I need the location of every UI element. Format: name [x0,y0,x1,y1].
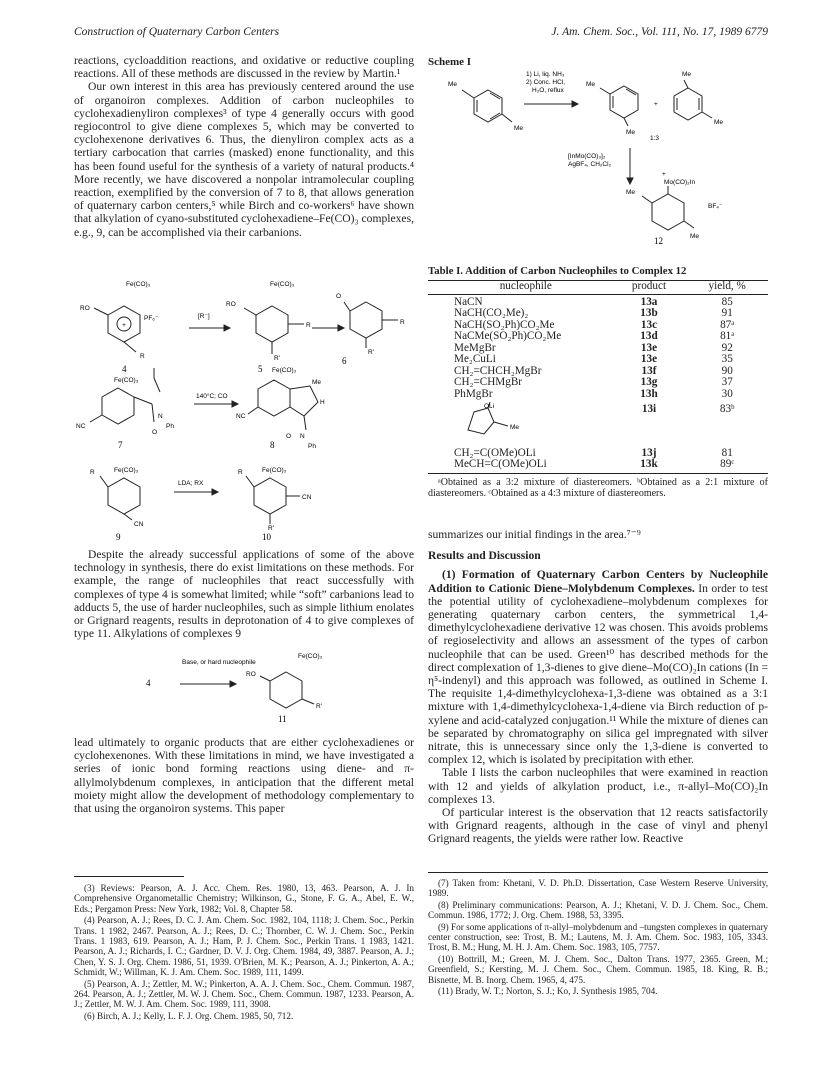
footnote: (6) Birch, A. J.; Kelly, L. F. J. Org. Chem. 1985, 50, 712. [84,1010,294,1021]
footnote: (10) Bottrill, M.; Green, M. J. Chem. Soc., Dalton Trans. 1977, 2365. Green, M.; Greenfield, S.; Kersting, M. J. Chem. Soc., Chem. Commun. 1985, 18. King, R. B.; Bisnette, M. B. Inorg. Chem. 1965, 4, 475. [428,953,768,985]
nucleophile-cell: CH₂=CHMgBr [454,376,523,388]
fe-label: Fe(CO)₃ [270,281,295,288]
me-label: Me [448,81,458,88]
r-prime-label: R' [316,703,322,710]
ph-label: Ph [308,443,316,450]
nucleophile-label: [R⁻] [198,313,210,320]
footnote: (5) Pearson, A. J.; Zettler, M. W.; Pinkerton, A. A. J. Chem. Soc., Chem. Commun. 1987, 264. Pearson, A. J.; Zettler, M. W. J. Chem. Soc., Chem. Commun. 1987, 1233. Pearson, A. J.; Zettler, M. W. J. Am. Chem. Soc. 1989, 111, 3908. [74,978,414,1010]
yield-cell: 81ᵃ [720,330,735,342]
me-label: Me [626,189,636,196]
table-footnotes: ᵃObtained as a 3:2 mixture of diastereomers. ᵇObtained as a 2:1 mixture of diastereomers. ᶜObtained as a 4:3 mixture of diastereomers. [428,476,768,499]
product-cell: 13k [640,458,658,470]
compound-number: 9 [116,532,121,542]
yield-cell: 37 [721,376,733,388]
yield-cell: 92 [721,341,733,354]
r-prime-label: R' [368,349,374,356]
fe-label: Fe(CO)₃ [126,281,151,288]
product-cell: 13e [640,341,658,354]
o-label: O [286,433,292,440]
product-cell: 13j [641,446,657,459]
product-cell: 13h [640,387,658,400]
table-body [428,281,768,471]
svg-text:+: + [122,322,126,329]
r-label: R [306,322,311,329]
r-label: R [90,469,95,476]
ring-12 [652,194,684,230]
compound-number: 7 [118,440,123,450]
footnote: (7) Taken from: Khetani, V. D. Ph.D. Dissertation, Case Western Reserve University, 1989. [428,878,768,899]
left-column-middle [74,548,414,640]
paragraph: summarizes our initial findings in the area.⁷⁻⁹ [428,528,641,541]
footnote: (4) Pearson, A. J.; Rees, D. C. J. Am. Chem. Soc. 1982, 104, 1118; J. Chem. Soc., Perkin Trans. 1 1982, 2467. Pearson, A. J.; Rees, D. C.; Thornber, C. W. J. Chem. Soc., Perkin Trans. 1 1983, 619. Pearson, A. J.; Ham, P. J. Chem. Soc., Perkin Trans. 1 1983, 1421. Pearson, A. J.; Richards, I. C.; Gardner, D. V. J. Org. Chem. 1984, 49, 3887. Pearson, A. J.; Chen, Y. S. J. Org. Chem. 1986, 51, 1939. O'Brien, M. K.; Pearson, A. J.; Pinkerton, A. A.; Schmidt, W.; Willman, K. J. Am. Chem. Soc. 1989, 111, 1499. [74,915,414,978]
conditions-label: 140°C; CO [196,393,228,400]
me-label: Me [312,379,322,386]
nucleophile-cell: NaCH(SO₂Ph)CO₂Me [454,318,555,331]
footnote: (9) For some applications of π-allyl–molybdenum and –tungsten complexes in quaternary center construction, see: Trost, B. M.; Lautens, M. J. Am. Chem. Soc. 1983, 105, 3343. Trost, B. M.; Hung, M. H. J. Am. Chem. Soc. 1983, 105, 7757. [428,921,768,953]
footnote: (8) Preliminary communications: Pearson, A. J.; Khetani, V. D. J. Chem. Soc., Chem. Commun. 1986, 1772; J. Org. Chem. 1988, 53, 3395. [428,899,768,921]
footnote: (11) Brady, W. T.; Norton, S. J.; Ko, J. Synthesis 1985, 704. [438,986,658,997]
ring-7 [102,388,134,424]
header-cell: product [631,280,667,292]
table-row [428,400,768,448]
subsection-heading: (1) Formation of Quaternary Carbon Centers by Nucleophile Addition to Cationic Diene–Molybdenum Complexes. [428,568,768,595]
r-prime-label: R' [274,355,280,362]
yield-cell: 90 [721,364,733,377]
o-label: O [336,293,342,300]
ring-13-diene [610,86,638,118]
conditions-label: 1) Li, liq. NH₃ [526,71,565,78]
table-caption-text: Table I. Addition of Carbon Nucleophiles to Complex 12 [428,265,687,277]
product-cell: 13g [640,376,658,388]
r-label: R [400,319,405,326]
footnote: (3) Reviews: Pearson, A. J. Acc. Chem. Res. 1980, 13, 463. Pearson, A. J. In Comprehensive Organometallic Chemistry; Wilkinson, G., Stone, F. G. A., Abel, E. W., Eds.; Pergamon Press: New York, 1982; Vol. 8, Chapter 58. [74,883,414,914]
table-row [428,354,768,366]
yield-cell: 91 [721,307,733,319]
nucleophile-cell: NaCMe(SO₂Ph)CO₂Me [454,330,562,342]
table-caption [428,265,768,277]
conditions-label: H₂O, reflux [532,87,564,94]
footnote-rule [428,872,768,873]
compound-number: 4 [122,364,127,374]
compound-number: 10 [262,532,271,542]
header-cell: yield, % [708,280,746,292]
section-heading: Results and Discussion [428,549,541,563]
product-cell: 13i [641,403,657,415]
yield-cell: 35 [721,353,733,365]
cn-label: CN [302,494,312,501]
product-cell: 13c [640,318,658,331]
nucleophile-cell [428,400,612,448]
table-row [428,377,768,389]
reaction-figures [74,268,414,543]
cn-label: CN [134,521,144,528]
nucleophile-cell: NaCH(CO₂Me)₂ [454,307,529,319]
right-column-text [428,528,768,846]
product-cell: 13a [640,295,658,308]
compound-number: 5 [258,364,263,374]
n-label: N [300,433,305,440]
me-label: Me [690,233,700,240]
yield-cell: 89ᶜ [720,458,735,470]
enolate-structure [454,400,544,444]
nucleophile-cell: NaCN [454,295,483,308]
table-row [428,459,768,471]
nc-label: NC [76,423,86,430]
n-label: N [158,413,163,420]
fe-label: Fe(CO)₃ [298,653,323,660]
ring-10 [254,478,286,514]
me-label: Me [682,71,692,78]
compound-number: 12 [654,236,663,246]
r-prime-label: R' [268,525,274,532]
paragraph-text: In order to test the potential utility of cyclohexadiene–molybdenum complexes for generating quaternary carbon centers, the symmetrical 1,4-dimethylcyclohexadiene derivative 12 was chosen. This avoids problems of regioselectivity and allows an assessment of the types of carbon nucleophile that can be used. Green¹⁰ has described methods for the direct complexation of 1,3-dienes to give diene–Mo(CO)₂In cations (In = η⁵-indenyl) and this approach was followed, as outlined in Scheme I. The requisite 1,4-dimethylcyclohexa-1,3-diene was obtained as a 3:1 mixture with 1,4-dimethylcyclohexa-1,4-diene via Birch reduction of p-xylene and acid-catalyzed conjugation.¹¹ While the mixture of dienes can be separated by chromatography on silica gel impregnated with silver nitrate, this is unnecessary since only the 1,3-diene is converted to complex 12, which is isolated by precipitation with ether. [428,581,768,767]
fe-label: Fe(CO)₃ [272,367,297,374]
ratio-label: 1:3 [650,135,660,142]
o-label: O [152,429,158,436]
conditions-label: [InMo(CO)₃]₂ [568,153,606,160]
yield-cell: 87ᵃ [720,318,735,331]
yield-cell: 30 [721,387,733,400]
me-label: Me [714,119,724,126]
table-row [428,389,768,401]
compound-number: 4 [146,678,151,688]
me-label: Me [514,125,524,132]
reaction-4-to-11 [74,646,414,724]
fe-label: Fe(CO)₃ [262,467,287,474]
product-cell: 13e [640,353,658,365]
yield-cell: 83ᵇ [719,403,735,415]
footnotes-left [74,876,414,1022]
r-label: R [238,469,243,476]
table-row [428,331,768,343]
paragraph: reactions, cycloaddition reactions, and oxidative or reductive coupling reactions. All of these methods are discussed in the review by Martin.¹ [74,54,414,81]
pf6-label: PF₆⁻ [144,315,159,322]
table-1 [428,265,768,499]
me-label: Me [510,424,520,431]
ro-label: RO [80,305,90,312]
paragraph: lead ultimately to organic products that are either cyclohexadienes or cyclohexenones. With these limitations in mind, we have investigated a series of ionic bond forming reactions using diene- and π-allylmolybdenum complexes, in anticipation that the different metal moiety might allow the development of methodology complementary to that using the organoiron systems. This paper [74,736,414,816]
product-cell: 13b [640,307,658,319]
me-label: Me [586,81,596,88]
footnote-rule [74,876,184,877]
mo-label: Mo(CO)₂In [664,179,696,186]
nucleophile-cell: MeMgBr [454,341,496,354]
table-row [428,308,768,320]
ring-14-diene [674,88,702,120]
table-rule [428,473,768,474]
running-head-title: Construction of Quaternary Carbon Centers [74,26,280,38]
paragraph: Despite the already successful applications of some of the above technology in synthesis, there do exist limitations on these methods. For example, the range of nucleophiles that react successfully with complexes of type 4 is somewhat limited; while “soft” carbanions lead to adducts 5, the use of harder nucleophiles, such as simple lithium enolates or Grignard reagents, results in deprotonation of 4 to give complexes of type 11. Alkylations of complexes 9 [74,548,414,641]
nucleophile-cell: MeCH=C(OMe)OLi [454,458,547,470]
ro-label: RO [246,671,256,678]
me-label: Me [626,129,636,136]
plus-sign: + [654,101,658,108]
conditions-label: LDA; RX [178,480,204,487]
nc-label: NC [236,413,246,420]
yield-cell: 85 [721,295,733,308]
paragraph [428,568,768,766]
ring-9 [108,478,140,514]
bf4-label: BF₄⁻ [708,203,723,210]
nucleophile-cell: PhMgBr [454,387,493,400]
conditions-label: Base, or hard nucleophile [182,659,256,666]
plus-sign: + [662,171,666,178]
compound-number: 8 [270,440,275,450]
fe-label: Fe(CO)₃ [114,467,139,474]
scheme-title: Scheme I [428,56,472,68]
ring-11 [270,672,302,708]
paragraph: Table I lists the carbon nucleophiles that were examined in reaction with 12 and yields of alkylation product, i.e., π-allyl–Mo(CO)₂In complexes 13. [428,766,768,806]
conditions-label: 2) Conc. HCl, [526,79,566,86]
running-head-citation: J. Am. Chem. Soc., Vol. 111, No. 17, 1989 6779 [551,26,768,38]
left-column-bottom [74,736,414,815]
paragraph: Of particular interest is the observation that 12 reacts satisfactorily with Grignard reagents, although in the case of vinyl and phenyl Grignard reagents, the yields were rather low. Reactive [428,806,768,846]
ring-p-xylene [474,90,502,122]
conditions-label: AgBF₄, CH₂Cl₂ [568,161,612,168]
h-label: H [320,399,325,406]
nucleophile-cell: Me₂CuLi [454,353,496,365]
header-cell: nucleophile [499,280,552,292]
ring-8 [258,380,290,416]
paragraph: Our own interest in this area has previously centered around the use of organoiron complexes. Addition of carbon nucleophiles to cyclohexadienyliron complexes³ of type 4 generally occurs with good regiocontrol to give diene complexes 5, which may be converted to cyclohexenone derivatives 6. Thus, the dienyliron complex acts as a tertiary carbocation that carries (masked) enone functionality, and this has been found useful for the synthesis of a variety of natural products.⁴ More recently, we have discovered a nonpolar intramolecular coupling reaction, exemplified by the conversion of 7 to 8, that allows generation of quaternary carbon centers,⁵ while Birch and co-workers⁶ have shown that alkylation of cyano-substituted cyclohexadiene–Fe(CO)₃ complexes, e.g., 9, can be accomplished via their carbanions. [74,80,414,239]
ph-label: Ph [166,423,174,430]
fe-label: Fe(CO)₃ [114,377,139,384]
nucleophile-cell: CH₂=C(OMe)OLi [454,446,536,459]
yield-cell: 81 [721,446,733,459]
scheme-1 [428,62,768,252]
product-cell: 13f [641,364,657,377]
ring-6 [350,302,382,338]
oli-label: OLi [484,403,495,410]
footnotes-right [428,872,768,997]
product-cell: 13d [640,330,658,342]
left-column-top [74,54,414,239]
compound-number: 11 [278,714,287,724]
ring-5 [256,306,288,342]
nucleophile-cell: CH₂=CHCH₂MgBr [454,364,542,377]
compound-number: 6 [342,356,347,366]
table-header-row [428,281,768,293]
ro-label: RO [226,301,236,308]
r-label: R [140,353,145,360]
